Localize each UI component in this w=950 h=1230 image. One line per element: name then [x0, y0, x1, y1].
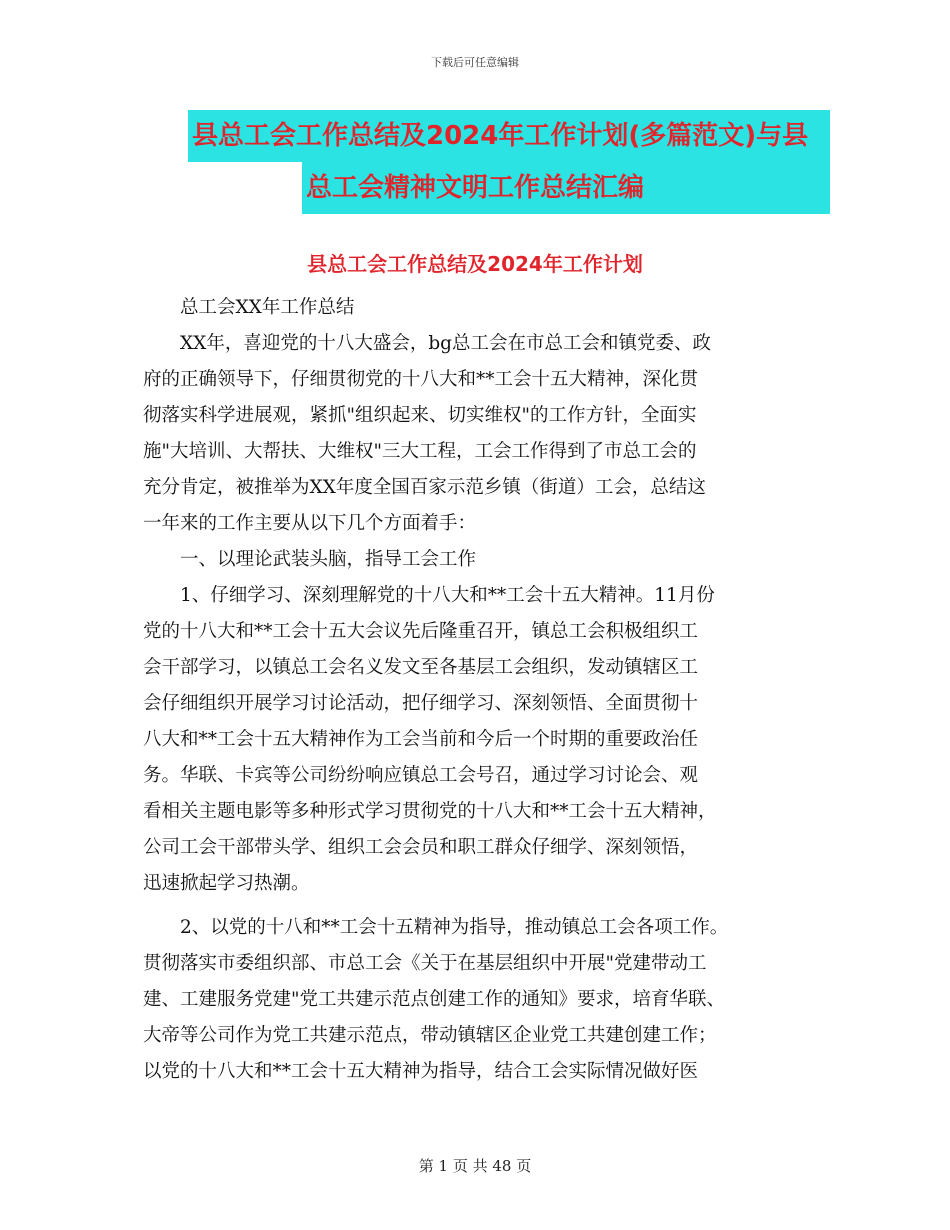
text-line: 会干部学习，以镇总工会名义发文至各基层工会组织，发动镇辖区工 [143, 657, 699, 678]
text-line: 彻落实科学进展观，紧抓"组织起来、切实维权"的工作方针，全面实 [143, 405, 697, 426]
text-line: 以党的十八大和**工会十五大精神为指导，结合工会实际情况做好医 [143, 1061, 699, 1082]
page-number: 第 1 页 共 48 页 [418, 1157, 532, 1175]
text-line: 八大和**工会十五大精神作为工会当前和今后一个时期的重要政治任 [143, 729, 699, 750]
main-title-line-1: 县总工会工作总结及2024年工作计划(多篇范文)与县 [190, 112, 810, 160]
section-title: 县总工会工作总结及2024年工作计划 [307, 252, 643, 276]
text-line: 1、仔细学习、深刻理解党的十八大和**工会十五大精神。11月份 [180, 585, 715, 606]
text-line: 施"大培训、大帮扶、大维权"三大工程，工会工作得到了市总工会的 [143, 441, 697, 462]
text-line: 府的正确领导下，仔细贯彻党的十八大和**工会十五大精神，深化贯 [143, 369, 699, 390]
text-line: 2、以党的十八和**工会十五精神为指导，推动镇总工会各项工作。 [180, 917, 729, 938]
document-main-title [150, 110, 830, 214]
text-line: 大帝等公司作为党工共建示范点，带动镇辖区企业党工共建创建工作； [143, 1025, 717, 1046]
text-line: 党的十八大和**工会十五大会议先后隆重召开，镇总工会积极组织工 [143, 621, 699, 642]
text-line: 贯彻落实市委组织部、市总工会《关于在基层组织中开展"党建带动工 [143, 953, 707, 974]
text-line: 看相关主题电影等多种形式学习贯彻党的十八大和**工会十五大精神， [143, 801, 717, 822]
paragraph-3 [143, 910, 813, 1090]
document-body [143, 290, 813, 1090]
text-line: XX年，喜迎党的十八大盛会，bg总工会在市总工会和镇党委、政 [180, 333, 712, 354]
section-heading-1: 一、以理论武装头脑，指导工会工作 [180, 549, 477, 570]
main-title-line-2: 总工会精神文明工作总结汇编 [304, 164, 646, 212]
body-heading: 总工会XX年工作总结 [180, 297, 355, 318]
text-line: 迅速掀起学习热潮。 [143, 873, 310, 894]
text-line: 一年来的工作主要从以下几个方面着手： [143, 513, 477, 534]
text-line: 公司工会干部带头学、组织工会会员和职工群众仔细学、深刻领悟， [143, 837, 699, 858]
text-line: 务。华联、卡宾等公司纷纷响应镇总工会号召，通过学习讨论会、观 [143, 765, 699, 786]
header-note: 下载后可任意编辑 [431, 56, 519, 69]
text-line: 充分肯定，被推举为XX年度全国百家示范乡镇（街道）工会，总结这 [143, 477, 706, 498]
paragraph-1 [143, 326, 813, 542]
text-line: 建、工建服务党建"党工共建示范点创建工作的通知》要求，培育华联、 [143, 989, 726, 1010]
text-line: 会仔细组织开展学习讨论活动，把仔细学习、深刻领悟、全面贯彻十 [143, 693, 699, 714]
paragraph-2 [143, 578, 813, 902]
